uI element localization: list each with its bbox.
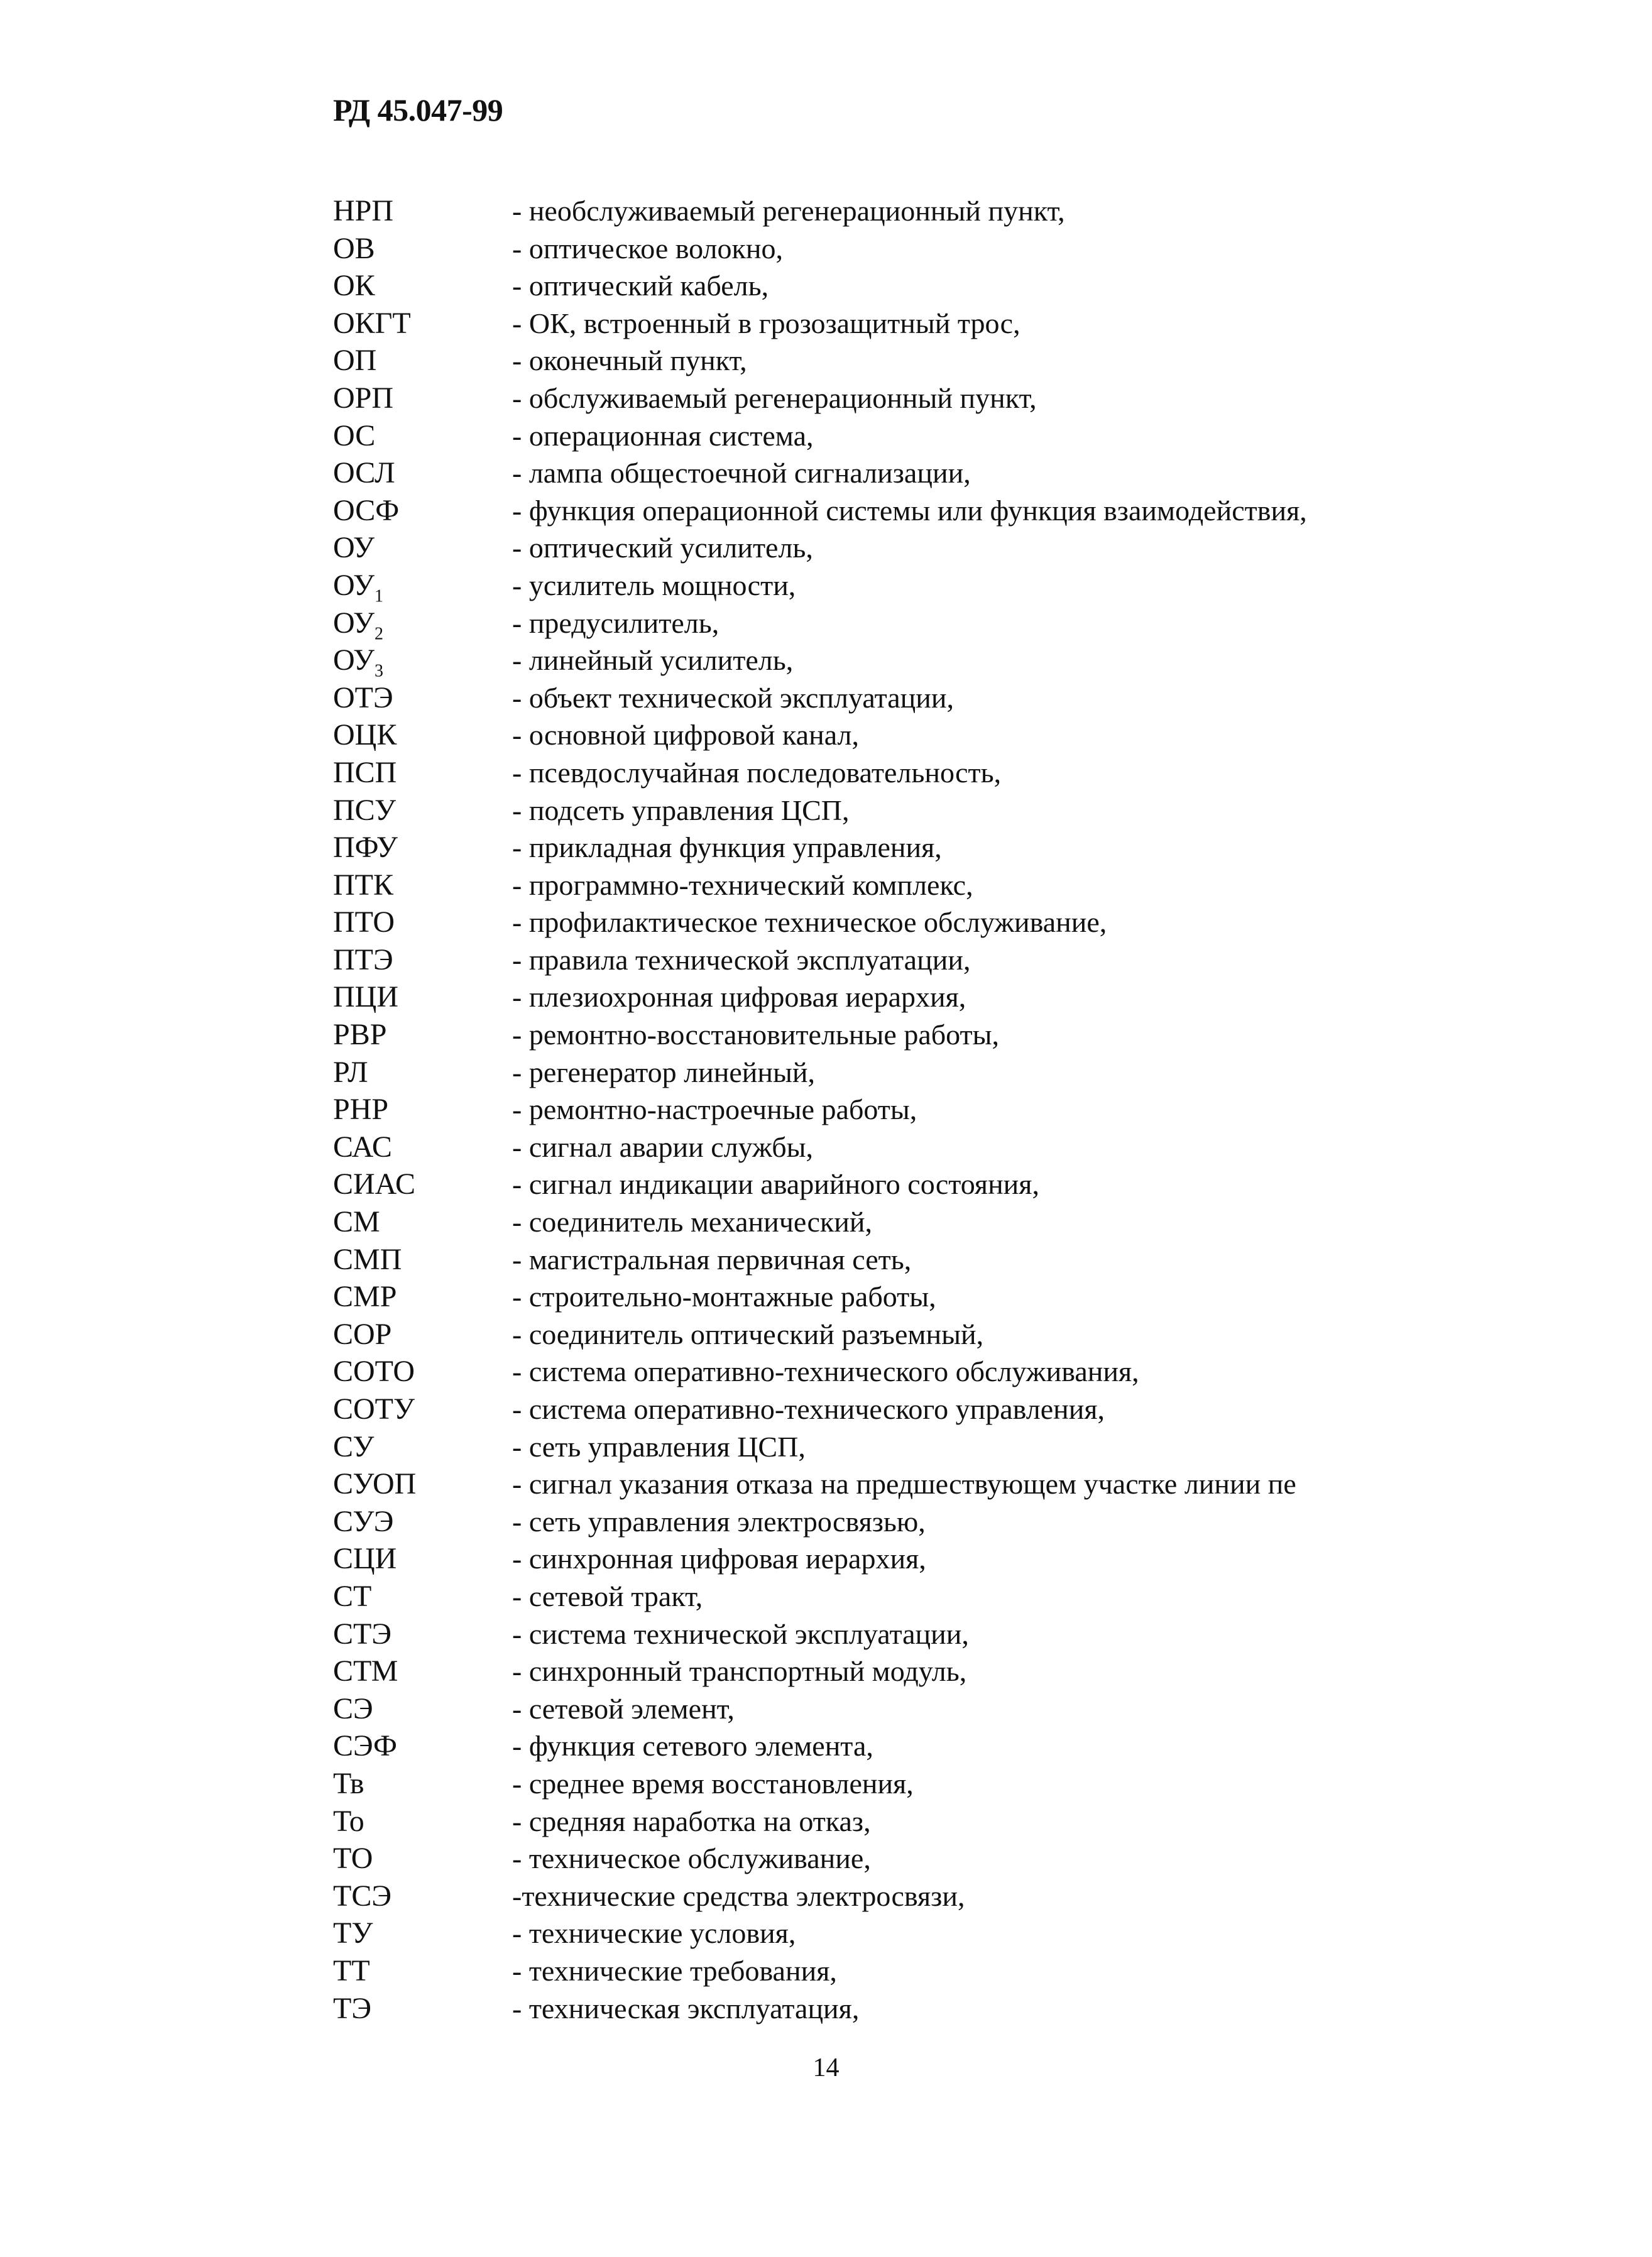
abbreviation-term-text: ПТЭ xyxy=(333,943,393,976)
abbreviation-term-text: СЭФ xyxy=(333,1729,397,1763)
abbreviation-term xyxy=(333,1803,512,1840)
abbreviation-term xyxy=(333,1690,512,1728)
abbreviation-row xyxy=(333,1203,1577,1241)
abbreviation-term xyxy=(333,1840,512,1877)
abbreviation-term-text: СТ xyxy=(333,1579,372,1613)
abbreviation-term-text: ОРП xyxy=(333,381,394,415)
abbreviation-term xyxy=(333,829,512,866)
abbreviation-term xyxy=(333,1391,512,1428)
abbreviation-term-text: СИАС xyxy=(333,1167,415,1201)
abbreviation-row xyxy=(333,230,1577,268)
page-number: 14 xyxy=(812,2053,840,2082)
abbreviation-row xyxy=(333,716,1577,754)
abbreviation-definition: - соединитель механический, xyxy=(512,1206,872,1238)
abbreviation-term xyxy=(333,792,512,829)
abbreviation-definition: - магистральная первичная сеть, xyxy=(512,1243,912,1276)
abbreviation-term-text: ОСФ xyxy=(333,493,400,527)
abbreviation-term-text: ОВ xyxy=(333,231,375,265)
abbreviation-definition: - ремонтно-восстановительные работы, xyxy=(512,1019,1000,1051)
abbreviation-term-text: НРП xyxy=(333,194,394,227)
abbreviation-definition: - средняя наработка на отказ, xyxy=(512,1805,871,1837)
abbreviation-definition: - сигнал указания отказа на предшествующем участке линии пе xyxy=(512,1468,1296,1500)
abbreviation-term-text: СМП xyxy=(333,1242,402,1276)
abbreviation-definition: - строительно-монтажные работы, xyxy=(512,1281,936,1313)
abbreviation-definition: - лампа общестоечной сигнализации, xyxy=(512,457,971,489)
abbreviation-definition: - обслуживаемый регенерационный пункт, xyxy=(512,381,1037,414)
abbreviation-definition: - предусилитель, xyxy=(512,606,719,639)
abbreviation-term-text: ОУ xyxy=(333,568,375,602)
abbreviation-term-text: ТЭ xyxy=(333,1991,372,2025)
abbreviation-term-text: СУОП xyxy=(333,1467,417,1501)
abbreviation-term-text: ОТЭ xyxy=(333,680,393,714)
abbreviation-definition: - программно-технический комплекс, xyxy=(512,868,973,901)
abbreviation-term xyxy=(333,230,512,268)
abbreviation-term-text: СМР xyxy=(333,1280,397,1314)
abbreviation-term-text: ОУ xyxy=(333,606,375,640)
abbreviation-term xyxy=(333,1765,512,1803)
abbreviation-term xyxy=(333,1353,512,1391)
abbreviation-term xyxy=(333,1915,512,1952)
abbreviation-term-text: ОП xyxy=(333,344,377,378)
abbreviation-definition: - оптическое волокно, xyxy=(512,232,783,265)
abbreviation-row xyxy=(333,267,1577,305)
abbreviation-term xyxy=(333,1316,512,1353)
abbreviation-definition: - псевдослучайная последовательность, xyxy=(512,756,1002,789)
abbreviation-row xyxy=(333,1353,1577,1391)
abbreviation-row xyxy=(333,1091,1577,1128)
abbreviation-term xyxy=(333,904,512,941)
abbreviation-row xyxy=(333,1278,1577,1316)
abbreviation-definition: - правила технической эксплуатации, xyxy=(512,943,971,976)
abbreviation-term-text: СТЭ xyxy=(333,1617,392,1651)
abbreviation-definition: - линейный усилитель, xyxy=(512,644,794,677)
abbreviation-definition: - сеть управления ЦСП, xyxy=(512,1430,806,1463)
abbreviation-definition: - технические требования, xyxy=(512,1954,837,1987)
abbreviation-row xyxy=(333,1952,1577,1990)
abbreviation-row xyxy=(333,1727,1577,1765)
abbreviation-term xyxy=(333,1952,512,1990)
abbreviation-definition: - регенератор линейный, xyxy=(512,1056,816,1088)
abbreviation-row xyxy=(333,679,1577,717)
abbreviation-term-text: ОК xyxy=(333,269,375,303)
abbreviation-row xyxy=(333,1054,1577,1091)
abbreviation-term xyxy=(333,305,512,342)
abbreviation-term xyxy=(333,1278,512,1316)
abbreviation-row xyxy=(333,417,1577,455)
abbreviation-term xyxy=(333,1578,512,1615)
abbreviation-definition: - система оперативно-технического управления, xyxy=(512,1393,1105,1425)
abbreviation-definition: - ОК, встроенный в грозозащитный трос, xyxy=(512,307,1020,339)
abbreviation-term xyxy=(333,529,512,567)
abbreviation-term-text: ТО xyxy=(333,1842,373,1876)
abbreviation-term xyxy=(333,1091,512,1128)
abbreviation-term xyxy=(333,1990,512,2028)
abbreviation-definition: - соединитель оптический разъемный, xyxy=(512,1318,984,1350)
document-code-header: РД 45.047-99 xyxy=(333,92,503,128)
abbreviation-term xyxy=(333,1503,512,1541)
abbreviation-term xyxy=(333,380,512,417)
abbreviation-term xyxy=(333,454,512,492)
abbreviation-row xyxy=(333,792,1577,829)
abbreviation-term-text: Тв xyxy=(333,1766,364,1800)
abbreviation-term-text: СЦИ xyxy=(333,1542,397,1576)
abbreviation-row xyxy=(333,1877,1577,1915)
abbreviation-definition: - техническое обслуживание, xyxy=(512,1842,871,1875)
abbreviation-definition: - техническая эксплуатация, xyxy=(512,1992,860,2025)
abbreviation-row xyxy=(333,1840,1577,1877)
abbreviation-row xyxy=(333,1578,1577,1615)
abbreviation-term xyxy=(333,417,512,455)
abbreviation-term-text: ТУ xyxy=(333,1916,373,1950)
abbreviation-definition: - подсеть управления ЦСП, xyxy=(512,794,850,826)
abbreviation-list xyxy=(333,192,1577,2027)
abbreviation-term xyxy=(333,1465,512,1503)
abbreviation-term-text: ОУ xyxy=(333,643,375,677)
abbreviation-term xyxy=(333,866,512,904)
abbreviation-definition: - объект технической эксплуатации, xyxy=(512,681,955,714)
abbreviation-row xyxy=(333,454,1577,492)
abbreviation-definition: - плезиохронная цифровая иерархия, xyxy=(512,981,966,1014)
abbreviation-definition: - функция операционной системы или функция взаимодействия, xyxy=(512,494,1307,527)
abbreviation-definition: - система технической эксплуатации, xyxy=(512,1617,969,1650)
abbreviation-term-text: ПТО xyxy=(333,905,395,939)
abbreviation-definition: - необслуживаемый регенерационный пункт, xyxy=(512,195,1065,227)
abbreviation-definition: - прикладная функция управления, xyxy=(512,831,942,864)
abbreviation-term-text: СОТУ xyxy=(333,1392,415,1426)
abbreviation-term-text: ПЦИ xyxy=(333,980,398,1014)
abbreviation-term xyxy=(333,1016,512,1054)
abbreviation-term-subscript: 1 xyxy=(374,586,383,606)
abbreviation-definition: - система оперативно-технического обслуживания, xyxy=(512,1355,1139,1388)
abbreviation-row xyxy=(333,1391,1577,1428)
abbreviation-term xyxy=(333,1241,512,1279)
abbreviation-row xyxy=(333,342,1577,380)
abbreviation-term-text: СМ xyxy=(333,1205,380,1239)
abbreviation-term xyxy=(333,1653,512,1690)
abbreviation-term-text: ОЦК xyxy=(333,718,397,752)
abbreviation-term-text: СОТО xyxy=(333,1355,415,1389)
abbreviation-row xyxy=(333,1428,1577,1466)
abbreviation-term xyxy=(333,267,512,305)
abbreviation-term-text: ПСУ xyxy=(333,793,397,827)
abbreviation-definition: - усилитель мощности, xyxy=(512,569,796,601)
abbreviation-term-subscript: 3 xyxy=(374,661,383,681)
abbreviation-row xyxy=(333,1128,1577,1166)
abbreviation-row xyxy=(333,829,1577,866)
abbreviation-term xyxy=(333,492,512,530)
abbreviation-row xyxy=(333,866,1577,904)
abbreviation-term-text: СУ xyxy=(333,1429,375,1463)
abbreviation-definition: - сетевой элемент, xyxy=(512,1692,735,1725)
abbreviation-term-text: ОУ xyxy=(333,531,375,565)
abbreviation-term xyxy=(333,1128,512,1166)
abbreviation-definition: - оптический усилитель, xyxy=(512,532,813,564)
abbreviation-definition: - технические условия, xyxy=(512,1917,796,1950)
abbreviation-term-text: ПТК xyxy=(333,868,393,902)
abbreviation-term xyxy=(333,754,512,792)
abbreviation-term-text: ОС xyxy=(333,418,376,452)
abbreviation-row xyxy=(333,1990,1577,2028)
abbreviation-definition: - синхронный транспортный модуль, xyxy=(512,1655,967,1688)
abbreviation-term xyxy=(333,978,512,1016)
abbreviation-definition: - оптический кабель, xyxy=(512,270,769,302)
abbreviation-row xyxy=(333,1653,1577,1690)
abbreviation-definition: -технические средства электросвязи, xyxy=(512,1879,965,1912)
abbreviation-definition: - основной цифровой канал, xyxy=(512,719,859,751)
abbreviation-definition: - сигнал аварии службы, xyxy=(512,1130,814,1163)
abbreviation-row xyxy=(333,754,1577,792)
abbreviation-definition: - операционная система, xyxy=(512,419,814,452)
abbreviation-term-text: РВР xyxy=(333,1018,387,1052)
abbreviation-term-text: ТТ xyxy=(333,1954,370,1987)
abbreviation-row xyxy=(333,1465,1577,1503)
abbreviation-term-text: СУЭ xyxy=(333,1504,394,1538)
abbreviation-row xyxy=(333,1503,1577,1541)
abbreviation-row xyxy=(333,567,1577,604)
abbreviation-term xyxy=(333,1203,512,1241)
abbreviation-row xyxy=(333,978,1577,1016)
abbreviation-term xyxy=(333,1727,512,1765)
abbreviation-definition: - среднее время восстановления, xyxy=(512,1767,914,1800)
abbreviation-definition: - синхронная цифровая иерархия, xyxy=(512,1543,926,1575)
abbreviation-definition: - профилактическое техническое обслуживание, xyxy=(512,906,1107,939)
abbreviation-term-text: То xyxy=(333,1804,364,1838)
abbreviation-term-text: ПФУ xyxy=(333,831,398,865)
abbreviation-row xyxy=(333,305,1577,342)
abbreviation-row xyxy=(333,1316,1577,1353)
abbreviation-row xyxy=(333,941,1577,979)
abbreviation-row xyxy=(333,1690,1577,1728)
abbreviation-row xyxy=(333,1540,1577,1578)
abbreviation-definition: - сетевой тракт, xyxy=(512,1580,703,1612)
abbreviation-term-text: ОСЛ xyxy=(333,456,395,490)
abbreviation-term xyxy=(333,941,512,979)
abbreviation-term xyxy=(333,192,512,230)
abbreviation-row xyxy=(333,1241,1577,1279)
abbreviation-definition: - сеть управления электросвязью, xyxy=(512,1505,926,1538)
abbreviation-term-text: СОР xyxy=(333,1317,392,1351)
abbreviation-term-text: САС xyxy=(333,1130,392,1164)
abbreviation-definition: - функция сетевого элемента, xyxy=(512,1730,873,1762)
abbreviation-term-text: ПСП xyxy=(333,755,397,789)
abbreviation-term xyxy=(333,1877,512,1915)
abbreviation-term-text: СЭ xyxy=(333,1691,373,1725)
abbreviation-term xyxy=(333,716,512,754)
abbreviation-term-text: РЛ xyxy=(333,1055,368,1089)
abbreviation-row xyxy=(333,1615,1577,1653)
abbreviation-row xyxy=(333,1765,1577,1803)
abbreviation-term xyxy=(333,1615,512,1653)
abbreviation-definition: - сигнал индикации аварийного состояния, xyxy=(512,1168,1039,1201)
abbreviation-term-text: ТСЭ xyxy=(333,1879,392,1913)
abbreviation-term xyxy=(333,679,512,717)
abbreviation-definition: - оконечный пункт, xyxy=(512,344,747,377)
abbreviation-term xyxy=(333,342,512,380)
abbreviation-row xyxy=(333,1803,1577,1840)
abbreviation-term-text: СТМ xyxy=(333,1654,398,1688)
abbreviation-row xyxy=(333,642,1577,679)
abbreviation-row xyxy=(333,1016,1577,1054)
abbreviation-definition: - ремонтно-настроечные работы, xyxy=(512,1093,917,1126)
abbreviation-term xyxy=(333,1166,512,1203)
abbreviation-row xyxy=(333,529,1577,567)
abbreviation-row xyxy=(333,492,1577,530)
abbreviation-row xyxy=(333,604,1577,642)
abbreviation-term-subscript: 2 xyxy=(374,624,383,644)
abbreviation-term-text: ОКГТ xyxy=(333,306,411,340)
abbreviation-term-text: РНР xyxy=(333,1093,389,1127)
abbreviation-term xyxy=(333,1054,512,1091)
abbreviation-term xyxy=(333,1540,512,1578)
abbreviation-row xyxy=(333,380,1577,417)
abbreviation-row xyxy=(333,904,1577,941)
abbreviation-row xyxy=(333,1166,1577,1203)
abbreviation-row xyxy=(333,1915,1577,1952)
abbreviation-term xyxy=(333,1428,512,1466)
abbreviation-row xyxy=(333,192,1577,230)
